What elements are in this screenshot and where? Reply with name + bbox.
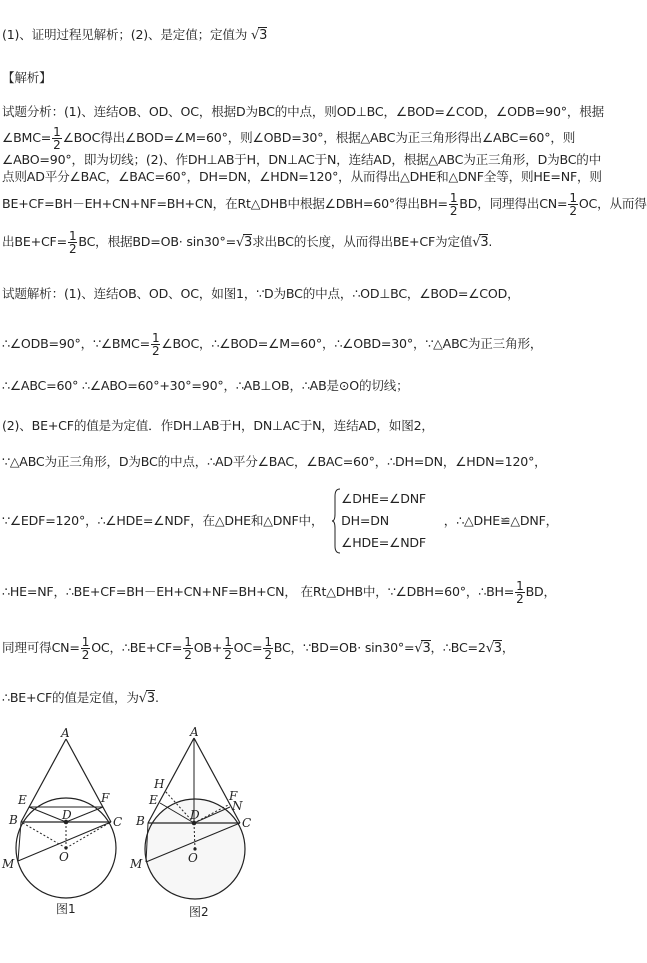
- analysis-header: 【解析】: [2, 70, 52, 85]
- side-ac: [66, 739, 111, 822]
- segment-mb: [18, 822, 21, 861]
- sqrt-3: √3: [414, 641, 431, 656]
- label-b: B: [136, 814, 145, 828]
- label-m: M: [2, 857, 15, 871]
- sqrt-3: √3: [235, 235, 253, 250]
- solution-line-8: 同理可得CN= $\frac{1}{2}$ OC，∴BE+CF= $\frac{1}{2}$ OB+ $\frac{1}{2}$ OC= $\frac{1}{2}$ BC，∵BD=OB· sin30°=√3，∴BC=2√3，: [2, 635, 515, 662]
- label-b: B: [9, 813, 18, 827]
- label-h: H: [154, 777, 165, 791]
- side-ab: [21, 739, 66, 822]
- label-n: N: [232, 799, 243, 813]
- solution-line-7: ∴HE=NF，∴BE+CF=BH－EH+CN+NF=BH+CN， 在Rt△DHB中，∵∠DBH=60°，∴BH= $\frac{1}{2}$ BD，: [2, 579, 556, 606]
- equation-system: ∠DHE=∠DNF DH=DN ∠HDE=∠NDF: [331, 488, 426, 554]
- analysis-line-1: 试题分析：(1)、连结OB、OD、OC，根据D为BC的中点，则OD⊥BC，∠BOD=∠COD，∠ODB=90°，根据: [2, 104, 605, 119]
- figure-1-caption: 图1: [56, 902, 76, 916]
- brace-icon: [331, 488, 341, 554]
- fraction: $\frac{1}{2}$: [53, 125, 61, 152]
- label-o: O: [59, 850, 69, 864]
- label-m: M: [130, 857, 143, 871]
- figure-2-caption: 图2: [189, 905, 209, 919]
- segment-oc: [66, 822, 111, 848]
- answer-text: (1)、证明过程见解析；(2)、是定值；定值为: [2, 27, 248, 42]
- answer-line: [2, 27, 267, 44]
- label-c: C: [242, 816, 252, 830]
- figure-2-diagram: [128, 725, 268, 910]
- fraction: $\frac{1}{2}$: [151, 331, 160, 358]
- sqrt-3: √3: [472, 235, 489, 250]
- fraction: $\frac{1}{2}$: [81, 635, 90, 662]
- fraction: $\frac{1}{2}$: [224, 635, 232, 662]
- label-o: O: [188, 851, 198, 865]
- solution-line-3: ∴∠ABC=60° ∴∠ABO=60°+30°=90°，∴AB⊥OB，∴AB是⊙O的切线；: [2, 378, 409, 393]
- fraction: $\frac{1}{2}$: [516, 579, 524, 606]
- label-f: F: [101, 791, 110, 805]
- label-f: F: [229, 789, 238, 803]
- analysis-line-6: 出BE+CF= $\frac{1}{2}$ BC，根据BD=OB· sin30°=√3求出BC的长度，从而得出BE+CF为定值√3.: [2, 229, 493, 256]
- fraction: $\frac{1}{2}$: [449, 191, 458, 218]
- label-c: C: [113, 815, 123, 829]
- analysis-line-3: ∠ABO=90°，即为切线；(2)、作DH⊥AB于H，DN⊥AC于N，连结AD，根据△ABC为正三角形，D为BC的中: [2, 152, 602, 167]
- sqrt-3: √3: [485, 641, 502, 656]
- label-d: D: [62, 808, 72, 822]
- label-a: A: [190, 725, 199, 739]
- solution-line-2: ∴∠ODB=90°，∵∠BMC= $\frac{1}{2}$ ∠BOC，∴∠BOD=∠M=60°，∴∠OBD=30°，∵△ABC为正三角形，: [2, 331, 543, 358]
- fraction: $\frac{1}{2}$: [264, 635, 272, 662]
- solution-line-4: (2)、BE+CF的值是为定值．作DH⊥AB于H，DN⊥AC于N，连结AD，如图2，: [2, 418, 434, 433]
- fraction: $\frac{1}{2}$: [569, 191, 577, 218]
- figure-1-diagram: [0, 725, 145, 910]
- solution-line-6: ∵∠EDF=120°，∴∠HDE=∠NDF，在△DHE和△DNF中， ∠DHE=∠DNF DH=DN ∠HDE=∠NDF ，∴△DHE≌△DNF，: [2, 488, 558, 554]
- label-e: E: [18, 793, 27, 807]
- segment-de: [29, 807, 66, 822]
- analysis-line-2: ∠BMC= $\frac{1}{2}$ ∠BOC得出∠BOD=∠M=60°，则∠OBD=30°，根据△ABC为正三角形得出∠ABC=60°，则: [2, 125, 576, 152]
- label-d: D: [190, 808, 200, 822]
- fraction: $\frac{1}{2}$: [184, 635, 192, 662]
- sqrt-3: √3: [251, 28, 268, 43]
- label-e: E: [149, 793, 158, 807]
- analysis-line-4: 点则AD平分∠BAC，∠BAC=60°，DH=DN，∠HDN=120°，从而得出△DHE和△DNF全等，则HE=NF，则: [2, 169, 602, 184]
- solution-line-1: 试题解析：(1)、连结OB、OD、OC，如图1，∵D为BC的中点，∴OD⊥BC，∠BOD=∠COD，: [2, 286, 520, 301]
- sqrt-3: √3: [138, 691, 155, 706]
- label-a: A: [61, 726, 70, 740]
- analysis-line-5: BE+CF=BH－EH+CN+NF=BH+CN，在Rt△DHB中根据∠DBH=60°得出BH= $\frac{1}{2}$ BD，同理得出CN= $\frac{1}{2}$ OC，从而得: [2, 191, 647, 218]
- solution-line-5: ∵△ABC为正三角形，D为BC的中点，∴AD平分∠BAC，∠BAC=60°，∴DH=DN，∠HDN=120°，: [2, 454, 547, 469]
- fraction: $\frac{1}{2}$: [68, 229, 77, 256]
- solution-line-9: ∴BE+CF的值是定值，为√3.: [2, 690, 159, 706]
